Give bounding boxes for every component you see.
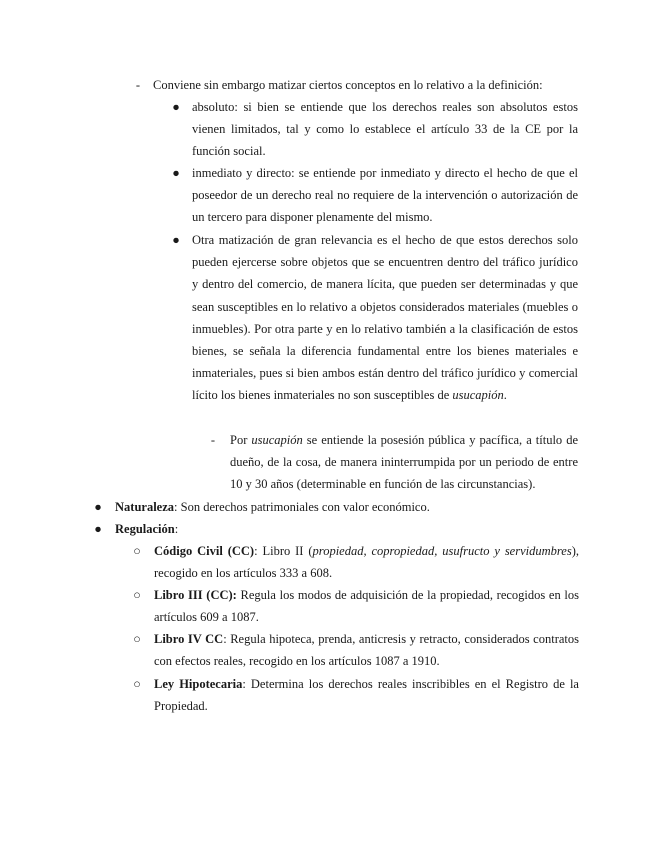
circle-marker: ○ bbox=[133, 588, 141, 602]
list-item bbox=[131, 628, 579, 672]
list-item-text bbox=[154, 673, 579, 717]
list-item-text: absoluto: si bien se entiende que los derechos reales son absolutos estos vienen limitados, tal y como lo establece el artículo 33 de la CE por la función social. bbox=[192, 100, 578, 159]
bullet-marker: ● bbox=[172, 100, 180, 114]
nested-dash-text bbox=[230, 429, 578, 496]
item-label: Libro IV CC bbox=[154, 632, 224, 646]
intro-line bbox=[133, 74, 583, 96]
text-segment: : bbox=[174, 522, 179, 536]
italic-term: usucapión bbox=[251, 433, 303, 447]
naturaleza-label: Naturaleza bbox=[115, 500, 175, 514]
bullet-marker: ● bbox=[94, 500, 102, 514]
dash-marker: - bbox=[135, 78, 141, 92]
list-item bbox=[131, 584, 579, 628]
text-segment: : Regula hipoteca, prenda, anticresis y retracto, considerados contratos con efectos reales, recogido en los artículos 1087 a 1910. bbox=[154, 632, 579, 669]
text-segment: : Determina los derechos reales inscribibles en el Registro de la Propiedad. bbox=[154, 677, 579, 714]
list-item-text bbox=[154, 584, 579, 628]
regulacion-text bbox=[115, 518, 580, 540]
list-item bbox=[170, 96, 578, 163]
text-segment: se entiende la posesión pública y pacífica, a título de dueño, de la cosa, de manera ininterrumpida por un periodo de entre 10 y 30 años (determinable en función de las circunstancias). bbox=[230, 433, 578, 492]
text-segment: Por bbox=[230, 433, 252, 447]
naturaleza-text bbox=[115, 496, 580, 518]
item-label: Libro III (CC): bbox=[154, 588, 237, 602]
list-item-text: inmediato y directo: se entiende por inmediato y directo el hecho de que el poseedor de un derecho real no requiere de la intervención o autorización de un tercero para disponer plenamente del mismo. bbox=[192, 166, 578, 225]
circle-marker: ○ bbox=[133, 632, 141, 646]
item-label: Ley Hipotecaria bbox=[154, 677, 243, 691]
naturaleza-item bbox=[92, 496, 580, 518]
item-label: Código Civil (CC) bbox=[154, 544, 255, 558]
list-item bbox=[170, 162, 578, 229]
nested-dash-item bbox=[208, 429, 578, 496]
list-item bbox=[131, 540, 579, 584]
text-segment: Regula los modos de adquisición de la propiedad, recogidos en los artículos 609 a 1087. bbox=[154, 588, 579, 625]
list-item bbox=[131, 673, 579, 717]
regulacion-label: Regulación bbox=[115, 522, 175, 536]
list-item-text bbox=[154, 628, 579, 672]
text-segment: : Libro II ( bbox=[254, 544, 313, 558]
italic-term: propiedad, copropiedad, usufructo y servidumbres bbox=[312, 544, 572, 558]
intro-text: Conviene sin embargo matizar ciertos conceptos en lo relativo a la definición: bbox=[153, 78, 543, 92]
bullet-marker: ● bbox=[172, 166, 180, 180]
text-segment: Otra matización de gran relevancia es el hecho de que estos derechos solo pueden ejercerse sobre objetos que se encuentren dentro del tráfico jurídico y dentro del comercio, de manera lícita, que pueden ser determinadas y que sean susceptibles en lo relativo a objetos considerados materiales (muebles o inmuebles). Por otra parte y en lo relativo también a la clasificación de estos bienes, se señala la diferencia fundamental entre los bienes materiales e inmateriales, pues si bien ambos están dentro del tráfico jurídico y comercial lícito los bienes inmateriales no son susceptibles de bbox=[192, 233, 578, 403]
bullet-marker: ● bbox=[172, 233, 180, 247]
bullet-marker: ● bbox=[94, 522, 102, 536]
list-item-text bbox=[154, 540, 579, 584]
list-item bbox=[170, 229, 578, 407]
dash-marker: - bbox=[210, 433, 216, 447]
italic-term: usucapión bbox=[452, 388, 504, 403]
text-segment: : Son derechos patrimoniales con valor económico. bbox=[174, 500, 430, 514]
list-item-text bbox=[192, 229, 578, 407]
circle-marker: ○ bbox=[133, 544, 141, 558]
circle-marker: ○ bbox=[133, 677, 141, 691]
text-segment: . bbox=[503, 388, 507, 403]
text-segment: ), recogido en los artículos 333 a 608. bbox=[154, 544, 580, 581]
regulacion-item bbox=[92, 518, 580, 540]
